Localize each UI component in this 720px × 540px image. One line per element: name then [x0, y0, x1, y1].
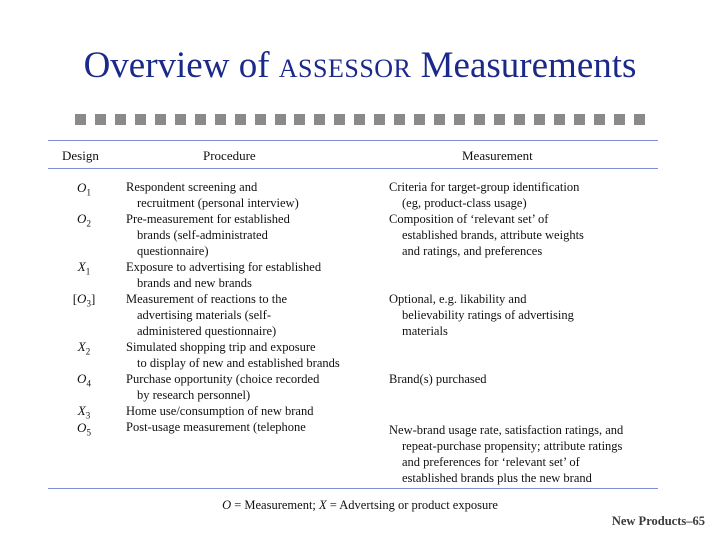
design-o1: $O_1$ [77, 180, 91, 198]
design-x1: $X_1$ [77, 259, 91, 277]
column-header-procedure: Procedure [203, 148, 256, 163]
decorative-square [394, 114, 405, 125]
measurement-block-2: Optional, e.g. likability and believability ratings of advertising materials [389, 292, 574, 338]
header-bottom-rule [48, 168, 658, 169]
decorative-square-row [75, 114, 645, 127]
decorative-square [175, 114, 186, 125]
table-bottom-rule [48, 488, 658, 489]
decorative-square [554, 114, 565, 125]
procedure-line: brands (self-administrated [137, 228, 268, 242]
procedure-list [126, 179, 340, 435]
decorative-square [454, 114, 465, 125]
decorative-square [115, 114, 126, 125]
procedure-line: Simulated shopping trip and exposure [126, 340, 316, 354]
decorative-square [275, 114, 286, 125]
decorative-square [414, 114, 425, 125]
decorative-square [95, 114, 106, 125]
decorative-square [294, 114, 305, 125]
header-top-rule [48, 140, 658, 141]
decorative-square [534, 114, 545, 125]
procedure-line: questionnaire) [137, 244, 209, 258]
procedure-line: by research personnel) [137, 388, 251, 402]
design-o5: $O_5$ [77, 420, 91, 438]
footnote: O = Measurement; X = Advertsing or product exposure [222, 498, 498, 512]
decorative-square [155, 114, 166, 125]
procedure-line: brands and new brands [137, 276, 252, 290]
design-o3: $[O_3]$ [72, 291, 96, 309]
design-o4: $O_4$ [77, 371, 91, 389]
decorative-square [514, 114, 525, 125]
decorative-square [354, 114, 365, 125]
title-smallcaps: ASSESSOR [278, 54, 412, 83]
design-x3: $X_3$ [77, 403, 91, 421]
decorative-square [314, 114, 325, 125]
slide-title [0, 44, 720, 87]
decorative-square [434, 114, 445, 125]
decorative-square [75, 114, 86, 125]
decorative-square [195, 114, 206, 125]
procedure-line: advertising materials (self- [137, 308, 271, 322]
procedure-line: Exposure to advertising for established [126, 260, 322, 274]
procedure-line: Post-usage measurement (telephone [126, 420, 306, 434]
procedure-line: Measurement of reactions to the [126, 292, 288, 306]
measurement-block-4: New-brand usage rate, satisfaction ratings, and repeat-purchase propensity; attribute ratings and preferences for ‘relevant set’ of established brands plus the new brand [389, 423, 624, 485]
decorative-square [474, 114, 485, 125]
measurement-block-3: Brand(s) purchased [389, 372, 487, 386]
decorative-square [494, 114, 505, 125]
decorative-square [255, 114, 266, 125]
decorative-square [334, 114, 345, 125]
decorative-square [135, 114, 146, 125]
procedure-line: Home use/consumption of new brand [126, 404, 314, 418]
procedure-line: Purchase opportunity (choice recorded [126, 372, 320, 386]
column-header-design: Design [62, 148, 99, 163]
page-number: New Products–65 [611, 514, 705, 528]
design-x2: $X_2$ [77, 339, 91, 357]
decorative-square [374, 114, 385, 125]
decorative-square [574, 114, 585, 125]
procedure-line: recruitment (personal interview) [137, 196, 299, 210]
title-part1: Overview of [83, 45, 279, 86]
title-part2: Measurements [411, 45, 637, 86]
decorative-square [215, 114, 226, 125]
decorative-square [235, 114, 246, 125]
procedure-line: Pre-measurement for established [126, 212, 290, 226]
decorative-square [634, 114, 645, 125]
column-header-measurement: Measurement [462, 148, 533, 163]
procedure-line: Respondent screening and [126, 180, 258, 194]
procedure-line: to display of new and established brands [137, 356, 340, 370]
decorative-square [614, 114, 625, 125]
decorative-square [594, 114, 605, 125]
design-o2: $O_2$ [77, 211, 91, 229]
procedure-line: administered questionnaire) [137, 324, 277, 338]
measurement-block-1: Criteria for target-group identification (eg, product-class usage) Composition of ‘relevant set’ of established brands, attribute weights and ratings, and preferences [389, 180, 584, 258]
